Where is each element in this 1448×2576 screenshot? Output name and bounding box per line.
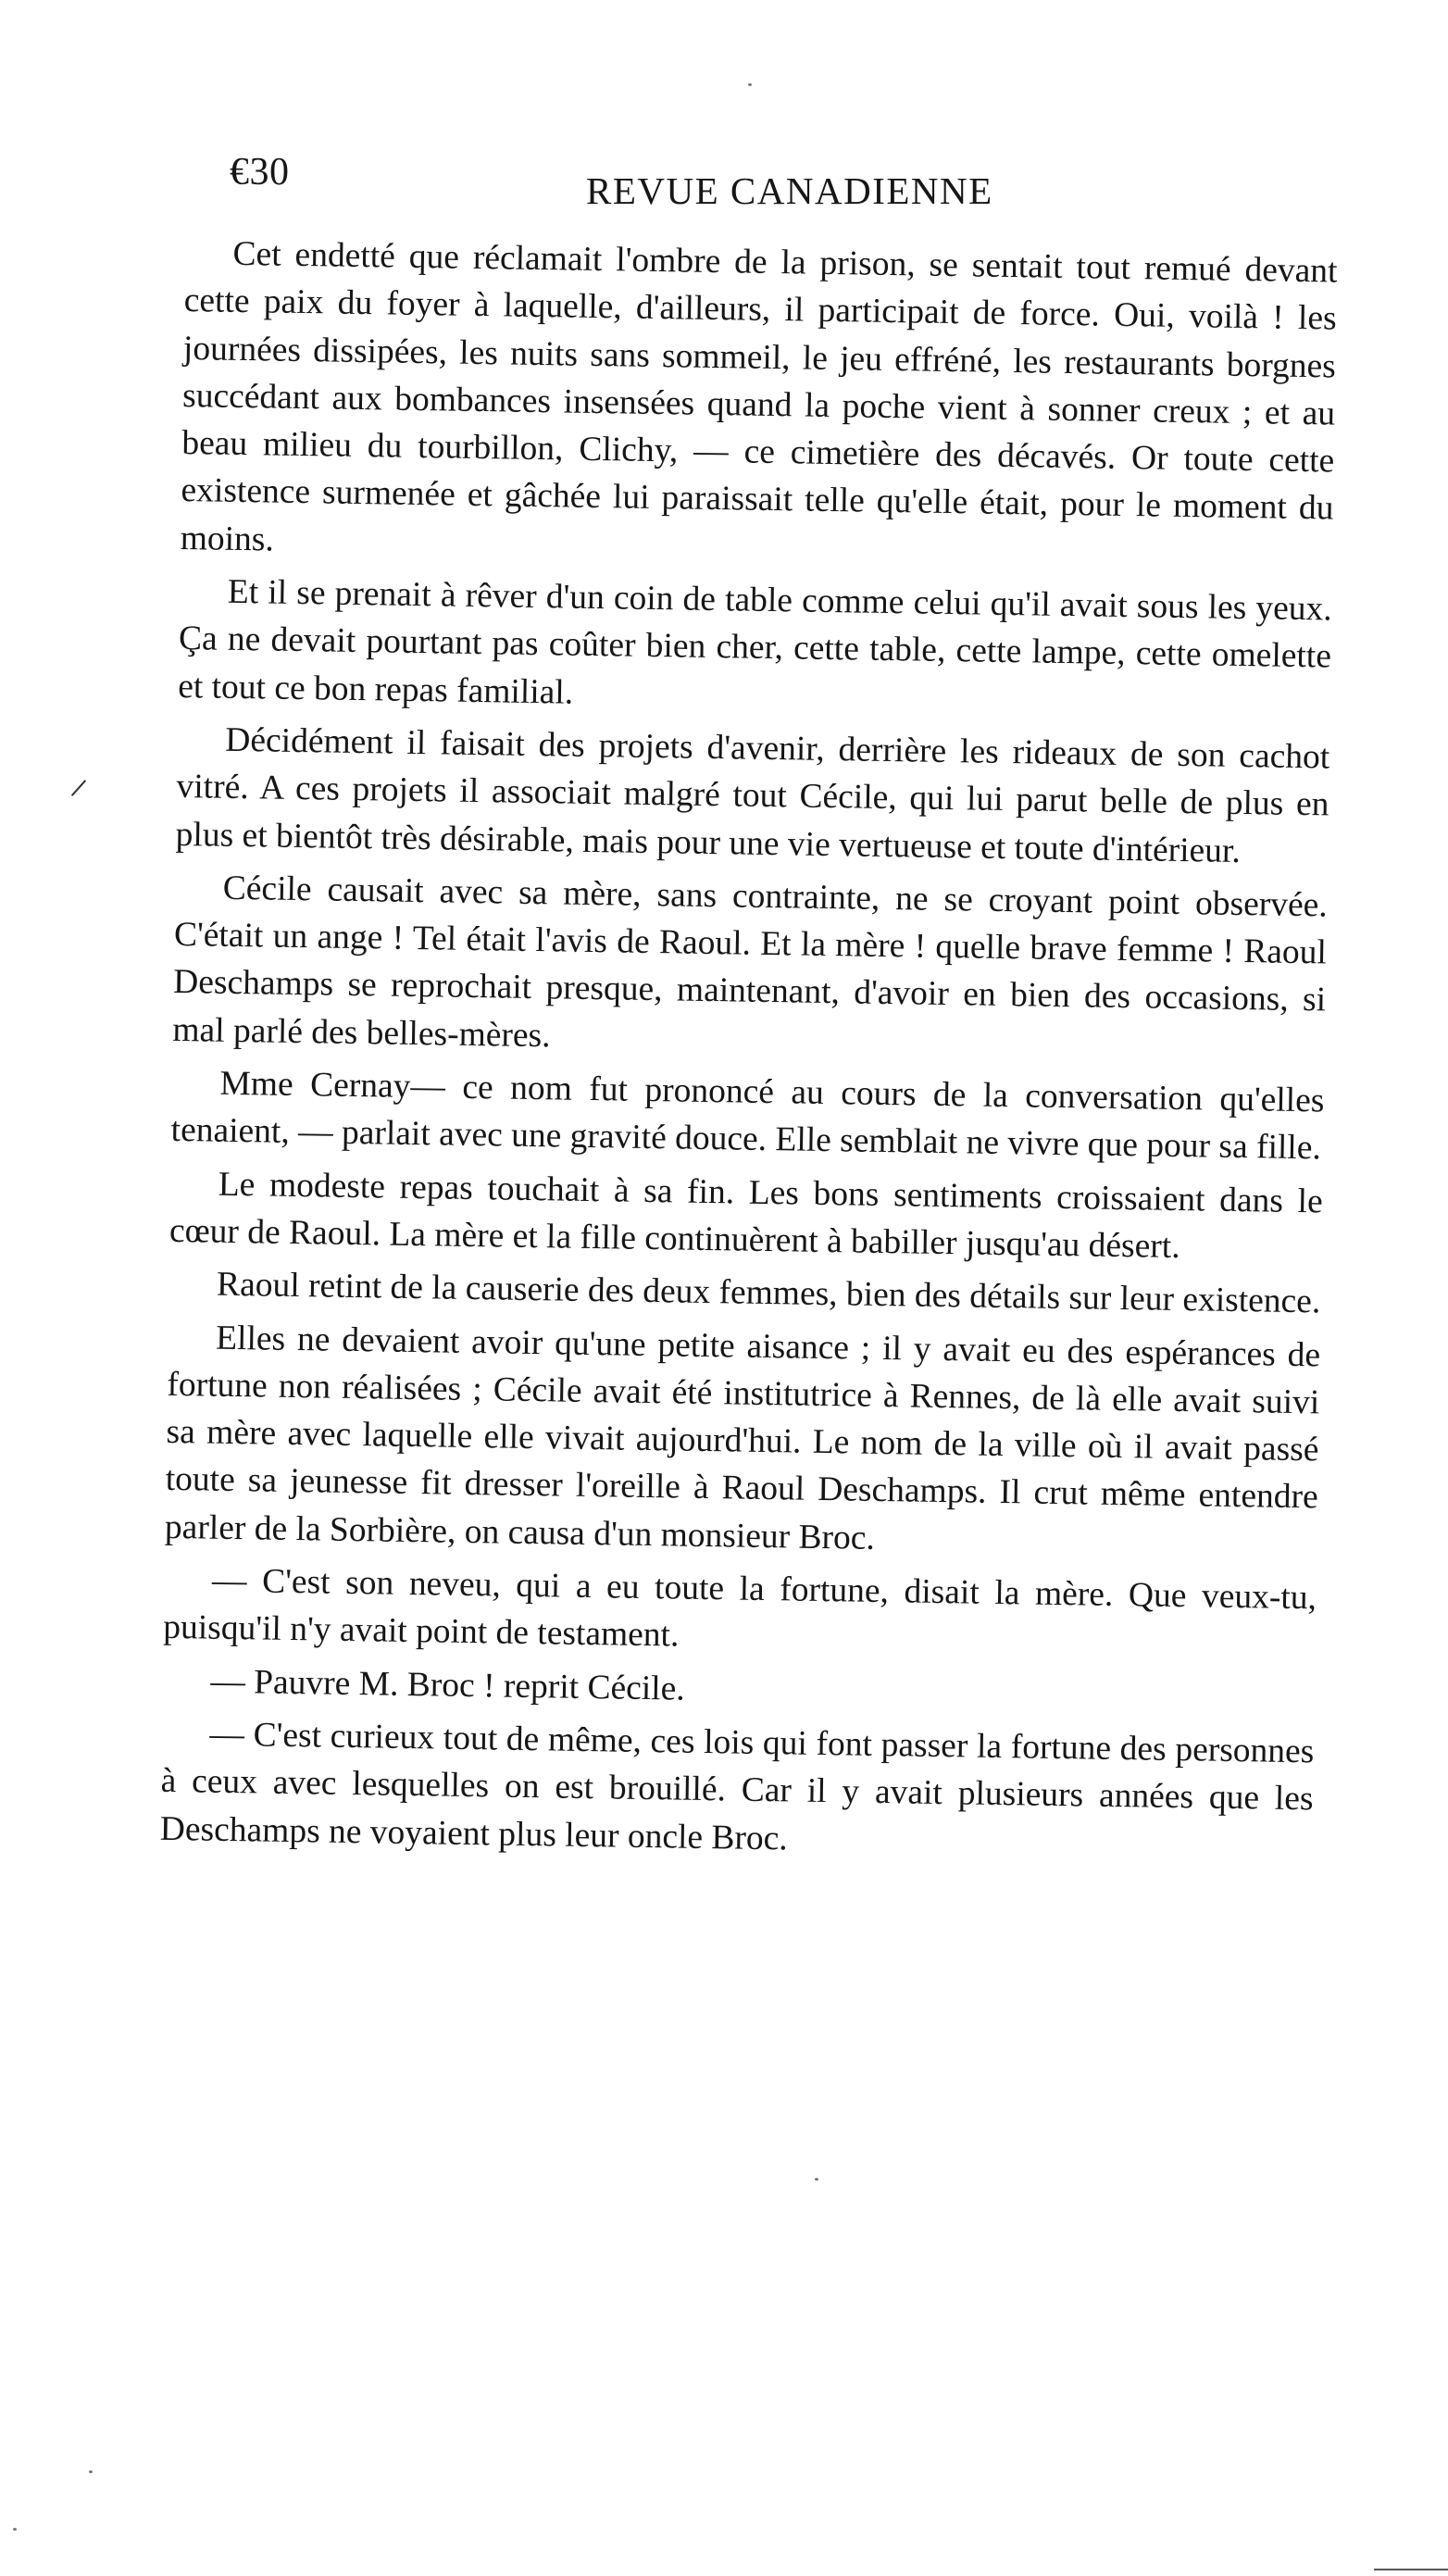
scan-speck bbox=[815, 2178, 818, 2181]
paragraph-1: Cet endetté que réclamait l'ombre de la prison, se sentait tout remué devant cette paix du foyer à laquelle, d'ailleurs, il participait de force. Oui, voilà ! les journées dissipées, les nuits sans sommeil, le jeu effréné, les restaurants borgnes succédant aux bombances insensées quand la poche vient à sonner creux ; et au beau milieu du tourbillon, Clichy, — ce cimetière des décavés. Or toute cette existence surmenée et gâchée lui paraissait telle qu'elle était, pour le moment du moins. bbox=[180, 234, 1338, 559]
margin-pencil-mark bbox=[71, 780, 86, 796]
page-header bbox=[230, 141, 1364, 215]
paragraph-5: Mme Cernay— ce nom fut prononcé au cours de la conversation qu'elles tenaient, — parlait avec une gravité douce. Elle semblait ne vivre que pour sa fille. bbox=[170, 1064, 1325, 1168]
running-title: REVUE CANADIENNE bbox=[586, 169, 993, 212]
scan-speck bbox=[748, 83, 752, 86]
paragraph-9: — C'est son neveu, qui a eu toute la fortune, disait la mère. Que veux-tu, puisqu'il n'y avait point de testament. bbox=[162, 1561, 1317, 1655]
paragraph-11: — C'est curieux tout de même, ces lois qui font passer la fortune des personnes à ceux avec lesquelles on est brouillé. Car il y avait plusieurs années que les Deschamps ne voyaient plus leur oncle Broc. bbox=[159, 1715, 1315, 1857]
paragraph-6: Le modeste repas touchait à sa fin. Les bons sentiments croissaient dans le cœur de Raoul. La mère et la fille continuèrent à babiller jusqu'au désert. bbox=[169, 1165, 1323, 1266]
paragraph-2: Et il se prenait à rêver d'un coin de table comme celui qu'il avait sous les yeux. Ça ne devait pourtant pas coûter bien cher, cette table, cette lampe, cette omelette et tout ce bon repas familial. bbox=[177, 572, 1333, 712]
paragraph-3: Décidément il faisait des projets d'avenir, derrière les rideaux de son cachot vitré. A ces projets il associait malgré tout Cécile, qui lui parut belle de plus en plus et bientôt très désirable, mais pour une vie vertueuse et toute d'intérieur. bbox=[175, 720, 1330, 870]
paragraph-4: Cécile causait avec sa mère, sans contrainte, ne se croyant point observée. C'était un ange ! Tel était l'avis de Raoul. Et la mère ! quelle brave femme ! Raoul Deschamps se reprochait presque, maintenant, d'avoir en bien des occasions, si mal parlé des belles-mères. bbox=[172, 869, 1329, 1056]
scan-speck bbox=[13, 2528, 17, 2531]
scan-edge-rule bbox=[1374, 2569, 1448, 2570]
paragraph-7: Raoul retint de la causerie des deux femmes, bien des détails sur leur existence. bbox=[216, 1265, 1321, 1321]
paragraph-8: Elles ne devaient avoir qu'une petite aisance ; il y avait eu des espérances de fortune non réalisées ; Cécile avait été institutrice à Rennes, de là elle avait suivi sa mère avec laquelle elle vivait aujourd'hui. Le nom de la ville où il avait passé toute sa jeunesse fit dresser l'oreille à Raoul Deschamps. Il crut même entendre parler de la Sorbière, on causa d'un monsieur Broc. bbox=[164, 1319, 1321, 1557]
page-number: €30 bbox=[230, 151, 290, 194]
body-text bbox=[159, 230, 1337, 1876]
paragraph-10: — Pauvre M. Broc ! reprit Cécile. bbox=[210, 1662, 685, 1708]
scan-speck bbox=[89, 2470, 93, 2473]
